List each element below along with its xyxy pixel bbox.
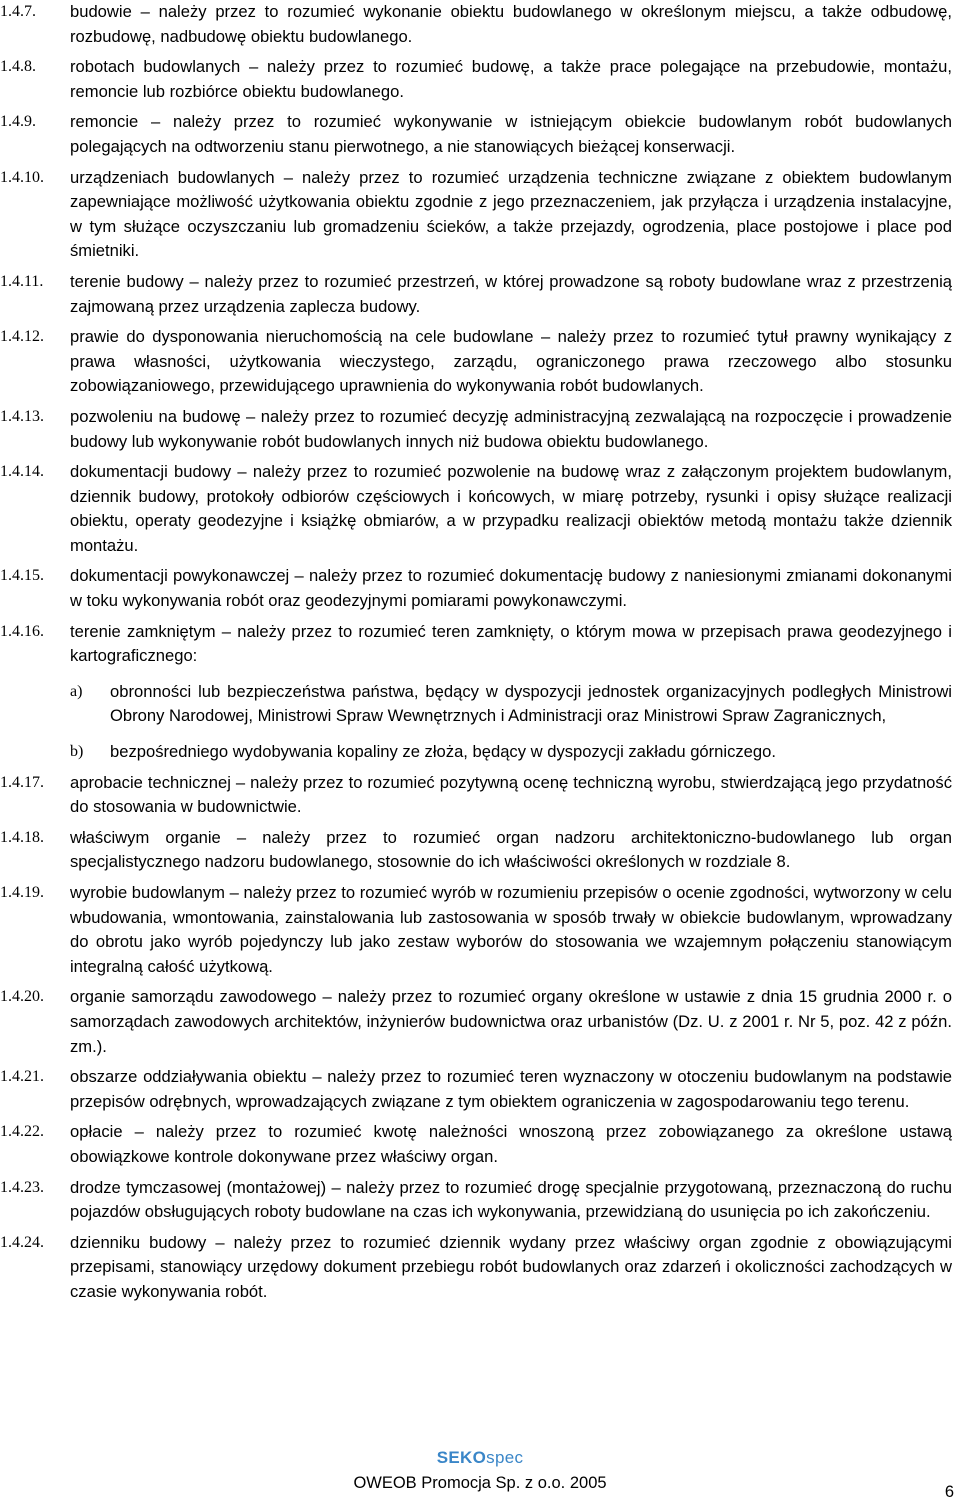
definition-number: 1.4.20. <box>0 988 44 1006</box>
definition-number: 1.4.22. <box>0 1123 44 1141</box>
definition-item <box>0 1120 952 1169</box>
definition-text: prawie do dysponowania nieruchomością na cele budowlane – należy przez to rozumieć tytuł prawny wynikający z prawa własności, użytkowania wieczystego, zarządu, ograniczonego prawa rzeczowego albo stosunku zobowiązaniowego, przewidującego uprawnienia do wykonywania robót budowlanych. <box>70 327 952 396</box>
definition-text: remoncie – należy przez to rozumieć wykonywanie w istniejącym obiekcie budowlanym robót budowlanych polegających na odtworzeniu stanu pierwotnego, a nie stanowiących bieżącej konserwacji. <box>70 112 952 156</box>
definition-text: wyrobie budowlanym – należy przez to rozumieć wyrób w rozumieniu przepisów o ocenie zgodności, wytworzony w celu wbudowania, wmontowania, zainstalowania lub zastosowania w sposób trwały w obiekcie budowlanym, wprowadzany do obrotu jako wyrób pojedynczy lub jako zestaw wyborów do stosowania we wzajemnym połączeniu stanowiącym integralną całość użytkową. <box>70 883 952 976</box>
definition-text: właściwym organie – należy przez to rozumieć organ nadzoru architektoniczno-budowlanego lub organ specjalistycznego nadzoru budowlanego, stosownie do ich właściwości określonych w rozdziale 8. <box>70 827 952 872</box>
definition-text: terenie budowy – należy przez to rozumieć przestrzeń, w której prowadzone są roboty budowlane wraz z przestrzenią zajmowaną przez urządzenia zaplecza budowy. <box>70 271 952 316</box>
definition-item <box>0 1231 952 1305</box>
definition-item <box>0 771 952 820</box>
definition-item <box>0 1176 952 1225</box>
definition-item <box>0 985 952 1059</box>
definition-item <box>0 166 952 264</box>
definition-text: organie samorządu zawodowego – należy przez to rozumieć organy określone w ustawie z dnia 15 grudnia 2000 r. o samorządach zawodowych architektów, inżynierów budownictwa oraz urbanistów (Dz. U. z 2001 r. Nr 5, poz. 42 z późn. zm.). <box>70 987 952 1056</box>
definition-number: 1.4.13. <box>0 407 44 425</box>
definition-text: budowie – należy przez to rozumieć wykonanie obiektu budowlanego w określonym miejscu, a także odbudowę, rozbudowę, nadbudowę obiektu budowlanego. <box>70 2 952 46</box>
definition-item <box>0 0 952 49</box>
definition-text: urządzeniach budowlanych – należy przez to rozumieć urządzenia techniczne związane z obiektem budowlanym zapewniające możliwość użytkowania obiektu zgodnie z jego przeznaczeniem, jak przyłącza i urządzenia instalacyjne, w tym służące oczyszczaniu lub gromadzeniu ścieków, a także przejazdy, ogrodzenia, place postojowe i place pod śmietniki. <box>70 167 952 261</box>
sublist-letter: b) <box>70 743 84 761</box>
definition-number: 1.4.12. <box>0 328 44 346</box>
definition-item <box>0 564 952 613</box>
definition-item <box>0 405 952 454</box>
logo-bold-part: SEKO <box>436 1448 487 1467</box>
definition-text: pozwoleniu na budowę – należy przez to rozumieć decyzję administracyjną zezwalającą na rozpoczęcie i prowadzenie budowy lub wykonywanie robót budowlanych innych niż budowa obiektu budowlanego. <box>70 406 952 451</box>
sublist-letter: a) <box>70 682 83 700</box>
logo-light-part: spec <box>486 1448 524 1467</box>
definition-number: 1.4.21. <box>0 1068 44 1086</box>
definition-number: 1.4.17. <box>0 773 44 791</box>
definition-text: drodze tymczasowej (montażowej) – należy przez to rozumieć drogę specjalnie przygotowaną, przeznaczoną do ruchu pojazdów obsługujących roboty budowlane na czas ich wykonywania, przewidzianą do usunięcia po ich zakończeniu. <box>70 1177 952 1222</box>
definition-sublist <box>70 680 952 765</box>
footer-copyright: OWEOB Promocja Sp. z o.o. 2005 <box>353 1474 607 1492</box>
definition-text: robotach budowlanych – należy przez to rozumieć budowę, a także prace polegające na przebudowie, montażu, remoncie lub rozbiórce obiektu budowlanego. <box>70 57 952 101</box>
definition-number: 1.4.24. <box>0 1233 44 1251</box>
definition-item <box>0 110 952 159</box>
definition-number: 1.4.7. <box>0 3 36 20</box>
page-footer <box>0 1446 960 1496</box>
definition-number: 1.4.15. <box>0 567 44 585</box>
definition-item <box>0 325 952 399</box>
definition-number: 1.4.14. <box>0 463 44 481</box>
definition-item <box>0 1065 952 1114</box>
definition-item <box>0 826 952 875</box>
definition-number: 1.4.9. <box>0 113 36 131</box>
definition-number: 1.4.19. <box>0 884 44 901</box>
definition-item <box>0 55 952 104</box>
definition-number: 1.4.10. <box>0 168 44 186</box>
definition-number: 1.4.18. <box>0 828 44 846</box>
definition-item <box>0 270 952 319</box>
definition-text: dokumentacji budowy – należy przez to rozumieć pozwolenie na budowę wraz z załączonym projektem budowlanym, dziennik budowy, protokoły odbiorów częściowych i końcowych, w miarę potrzeby, rysunki i opisy służące realizacji obiektu, operaty geodezyjne i książkę obmiarów, a w przypadku realizacji obiektów metodą montażu także dziennik montażu. <box>70 462 952 555</box>
sublist-text: obronności lub bezpieczeństwa państwa, będący w dyspozycji jednostek organizacyjnych podległych Ministrowi Obrony Narodowej, Ministrowi Spraw Wewnętrznych i Administracji oraz Ministrowi Spraw Zagranicznych, <box>110 681 952 726</box>
company-logo <box>0 1446 960 1470</box>
definition-text: dokumentacji powykonawczej – należy przez to rozumieć dokumentację budowy z naniesionymi zmianami dokonanymi w toku wykonywania robót oraz geodezyjnymi pomiarami powykonawczymi. <box>70 566 952 611</box>
definition-text: terenie zamkniętym – należy przez to rozumieć teren zamknięty, o którym mowa w przepisach prawa geodezyjnego i kartograficznego: <box>70 621 952 666</box>
sublist-item <box>70 740 952 765</box>
definition-number: 1.4.23. <box>0 1178 44 1196</box>
definition-text: aprobacie technicznej – należy przez to rozumieć pozytywną ocenę techniczną wyrobu, stwierdzającą jego przydatność do stosowania w budownictwie. <box>70 772 952 817</box>
page-number: 6 <box>944 1483 954 1501</box>
definition-text: opłacie – należy przez to rozumieć kwotę należności wnoszoną przez zobowiązanego za określone ustawą obowiązkowe kontrole dokonywane przez właściwy organ. <box>70 1122 952 1166</box>
definition-item <box>0 620 952 765</box>
definition-number: 1.4.11. <box>0 272 44 290</box>
definition-item <box>0 881 952 979</box>
sublist-item <box>70 680 952 729</box>
definition-text: obszarze oddziaływania obiektu – należy przez to rozumieć teren wyznaczony w otoczeniu budowlanym na podstawie przepisów odrębnych, wprowadzających związane z tym obiektem ograniczenia w zagospodarowaniu tego terenu. <box>70 1067 952 1111</box>
sublist-text: bezpośredniego wydobywania kopaliny ze złoża, będący w dyspozycji zakładu górniczego. <box>110 742 776 762</box>
definition-number: 1.4.8. <box>0 58 36 76</box>
definition-item <box>0 460 952 558</box>
definition-text: dzienniku budowy – należy przez to rozumieć dziennik wydany przez właściwy organ zgodnie z obowiązującymi przepisami, stanowiący urzędowy dokument przebiegu robót budowlanych oraz zdarzeń i okoliczności zachodzących w czasie wykonywania robót. <box>70 1232 952 1301</box>
definition-number: 1.4.16. <box>0 622 44 640</box>
